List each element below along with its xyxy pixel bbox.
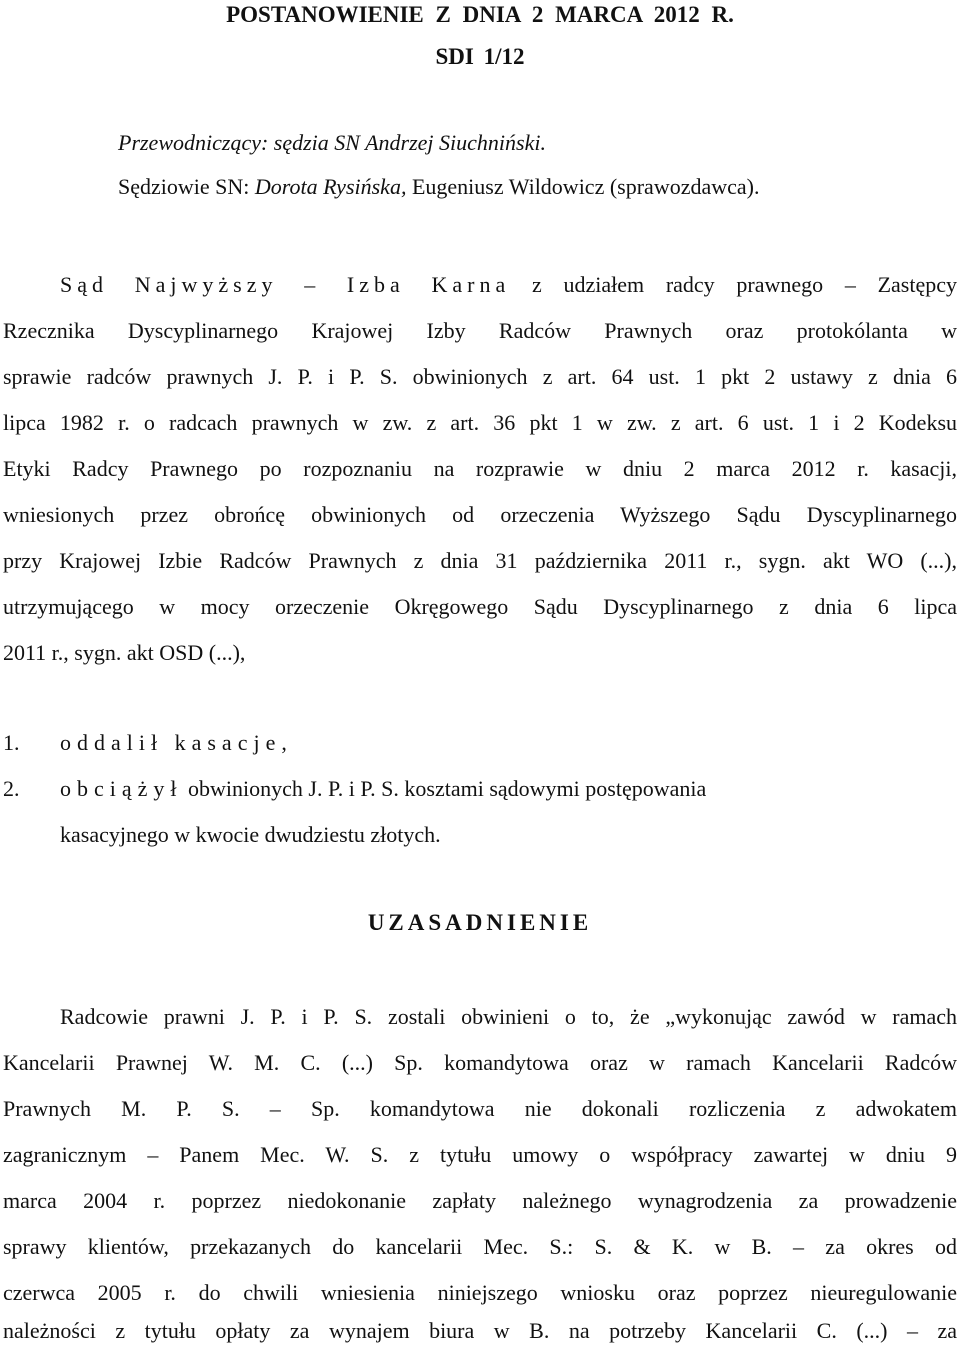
justification-line-1: Radcowie prawni J. P. i P. S. zostali obwinieni o to, że „wykonując zawód w ramach bbox=[60, 1004, 957, 1029]
justification-line-3: Prawnych M. P. S. – Sp. komandytowa nie dokonali rozliczenia z adwokatem bbox=[3, 1096, 957, 1121]
decision-item-1-verb: oddalił kasacje, bbox=[60, 730, 293, 755]
judges-label: Sędziowie SN: bbox=[118, 174, 255, 199]
justification-line-2: Kancelarii Prawnej W. M. C. (...) Sp. komandytowa oraz w ramach Kancelarii Radców bbox=[3, 1050, 957, 1075]
decision-item-2-continuation: kasacyjnego w kwocie dwudziestu złotych. bbox=[60, 822, 441, 847]
intro-line-9: 2011 r., sygn. akt OSD (...), bbox=[3, 640, 246, 665]
intro-line-4: lipca 1982 r. o radcach prawnych w zw. z art. 36 pkt 1 w zw. z art. 6 ust. 1 i 2 Kodeksu bbox=[3, 410, 957, 435]
decision-item-2 bbox=[60, 776, 706, 802]
intro-line-6: wniesionych przez obrońcę obwinionych od orzeczenia Wyższego Sądu Dyscyplinarnego bbox=[3, 502, 957, 527]
decision-item-1-number: 1. bbox=[3, 730, 20, 755]
justification-line-4: zagranicznym – Panem Mec. W. S. z tytułu umowy o współpracy zawartej w dniu 9 bbox=[3, 1142, 957, 1167]
intro-line-5: Etyki Radcy Prawnego po rozpoznaniu na rozprawie w dniu 2 marca 2012 r. kasacji, bbox=[3, 456, 957, 481]
judges-line bbox=[118, 174, 759, 200]
decision-item-2-text: obwinionych J. P. i P. S. kosztami sądowymi postępowania bbox=[182, 776, 707, 801]
decision-item-1 bbox=[60, 730, 293, 756]
intro-line-7: przy Krajowej Izbie Radców Prawnych z dnia 31 października 2011 r., sygn. akt WO (...), bbox=[3, 548, 957, 573]
chairman-name: Andrzej Siuchniński. bbox=[365, 130, 546, 155]
document-title: POSTANOWIENIE Z DNIA 2 MARCA 2012 R. bbox=[226, 2, 734, 27]
justification-heading: UZASADNIENIE bbox=[367, 910, 593, 935]
intro-line-8: utrzymującego w mocy orzeczenie Okręgowego Sądu Dyscyplinarnego z dnia 6 lipca bbox=[3, 594, 957, 619]
intro-line-3: sprawie radców prawnych J. P. i P. S. obwinionych z art. 64 ust. 1 pkt 2 ustawy z dnia 6 bbox=[3, 364, 957, 389]
intro-line-1-text: z udziałem radcy prawnego – Zastępcy bbox=[510, 272, 958, 297]
chairman-label: Przewodniczący: sędzia SN bbox=[118, 130, 366, 155]
court-name: Sąd Najwyższy – Izba Karna bbox=[60, 272, 511, 297]
judge-1: Dorota Rysińska, bbox=[254, 174, 407, 199]
chairman-line bbox=[118, 130, 546, 156]
case-signature: SDI 1/12 bbox=[435, 44, 525, 69]
decision-item-2-number: 2. bbox=[3, 776, 20, 801]
intro-line-2: Rzecznika Dyscyplinarnego Krajowej Izby Radców Prawnych oraz protokólanta w bbox=[3, 318, 957, 343]
decision-item-2-verb: obciążył bbox=[60, 776, 183, 801]
intro-line-1 bbox=[60, 272, 957, 298]
judge-2: Eugeniusz Wildowicz (sprawozdawca). bbox=[406, 174, 760, 199]
justification-line-7: czerwca 2005 r. do chwili wniesienia niniejszego wniosku oraz poprzez nieuregulowanie bbox=[3, 1280, 957, 1305]
justification-line-8: należności z tytułu opłaty za wynajem biura w B. na potrzeby Kancelarii C. (...) – za bbox=[3, 1318, 957, 1343]
justification-line-5: marca 2004 r. poprzez niedokonanie zapłaty należnego wynagrodzenia za prowadzenie bbox=[3, 1188, 957, 1213]
justification-line-6: sprawy klientów, przekazanych do kancelarii Mec. S.: S. & K. w B. – za okres od bbox=[3, 1234, 957, 1259]
